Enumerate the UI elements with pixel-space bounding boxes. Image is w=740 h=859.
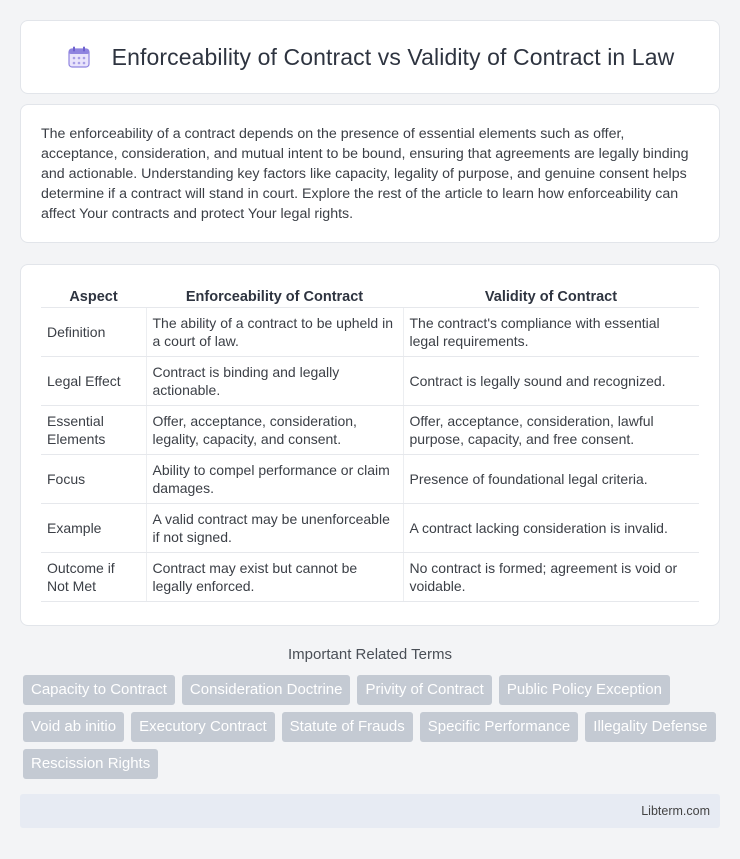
row-enforceability: Offer, acceptance, consideration, legality, capacity, and consent. (146, 406, 403, 455)
row-enforceability: A valid contract may be unenforceable if not signed. (146, 504, 403, 553)
footer (20, 794, 720, 828)
term-tag[interactable]: Capacity to Contract (23, 675, 175, 705)
table-row (41, 308, 699, 357)
term-tag[interactable]: Rescission Rights (23, 749, 158, 779)
row-aspect: Essential Elements (41, 406, 146, 455)
page-title: Enforceability of Contract vs Validity of Contract in Law (111, 43, 675, 70)
table-row (41, 504, 699, 553)
row-validity: Presence of foundational legal criteria. (403, 455, 699, 504)
term-tag[interactable]: Public Policy Exception (499, 675, 670, 705)
table-row (41, 455, 699, 504)
header-aspect: Aspect (41, 285, 146, 308)
table-row (41, 406, 699, 455)
table-row (41, 553, 699, 602)
row-validity: Contract is legally sound and recognized. (403, 357, 699, 406)
row-enforceability: Ability to compel performance or claim damages. (146, 455, 403, 504)
term-tag[interactable]: Executory Contract (131, 712, 275, 742)
term-tag[interactable]: Void ab initio (23, 712, 124, 742)
row-validity: The contract's compliance with essential legal requirements. (403, 308, 699, 357)
row-validity: Offer, acceptance, consideration, lawful purpose, capacity, and free consent. (403, 406, 699, 455)
row-aspect: Definition (41, 308, 146, 357)
comparison-table (41, 285, 699, 602)
intro-card (20, 104, 720, 243)
row-enforceability: The ability of a contract to be upheld in a court of law. (146, 308, 403, 357)
table-header-row (41, 285, 699, 308)
row-validity: A contract lacking consideration is invalid. (403, 504, 699, 553)
row-aspect: Focus (41, 455, 146, 504)
term-tag[interactable]: Statute of Frauds (282, 712, 413, 742)
header-enforceability: Enforceability of Contract (146, 285, 403, 308)
row-validity: No contract is formed; agreement is void or voidable. (403, 553, 699, 602)
term-tag[interactable]: Illegality Defense (585, 712, 715, 742)
row-aspect: Example (41, 504, 146, 553)
row-enforceability: Contract is binding and legally actionable. (146, 357, 403, 406)
related-terms-list (20, 675, 720, 779)
term-tag[interactable]: Consideration Doctrine (182, 675, 351, 705)
row-enforceability: Contract may exist but cannot be legally enforced. (146, 553, 403, 602)
comparison-card (20, 264, 720, 626)
related-terms-heading: Important Related Terms (288, 646, 452, 663)
row-aspect: Outcome if Not Met (41, 553, 146, 602)
calendar-icon (66, 44, 92, 70)
title-card (20, 20, 720, 94)
footer-site-link[interactable]: Libterm.com (641, 804, 710, 818)
term-tag[interactable]: Specific Performance (420, 712, 579, 742)
header-validity: Validity of Contract (403, 285, 699, 308)
row-aspect: Legal Effect (41, 357, 146, 406)
term-tag[interactable]: Privity of Contract (357, 675, 491, 705)
table-row (41, 357, 699, 406)
intro-text: The enforceability of a contract depends on the presence of essential elements such as offer, acceptance, consideration, and mutual intent to be bound, ensuring that agreements are legally binding and actionable. Understanding key factors like capacity, legality of purpose, and genuine consent helps determine if a contract will stand in court. Explore the rest of the article to learn how enforceability can affect Your contracts and protect Your legal rights. (41, 126, 689, 222)
